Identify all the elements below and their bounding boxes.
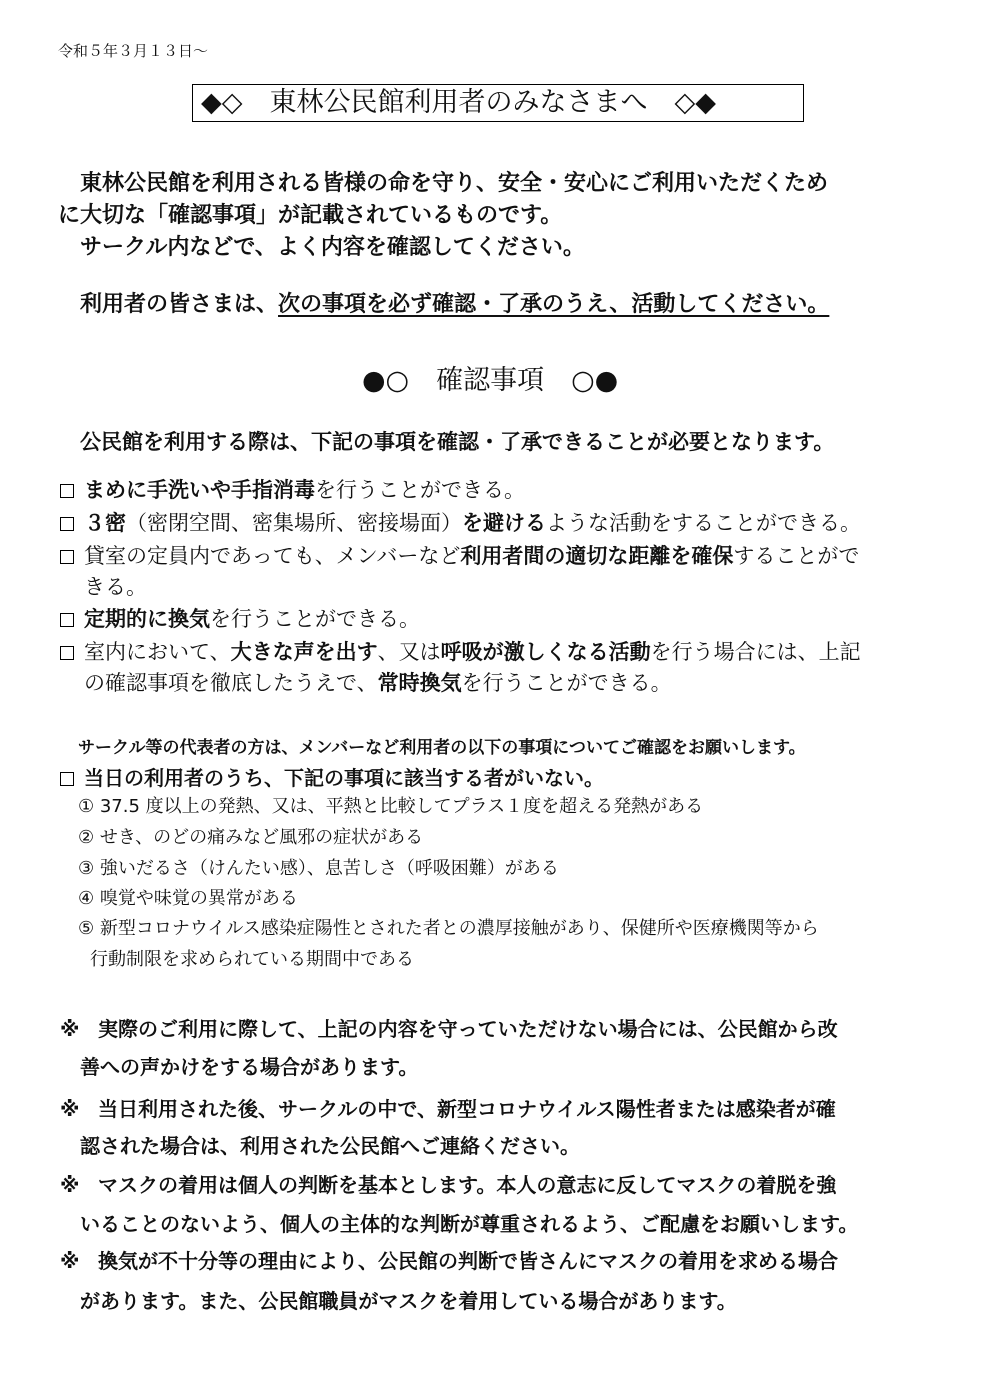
check-item-3-cont: きる。: [84, 575, 147, 599]
symptom-item-5-cont: 行動制限を求められている期間中である: [90, 949, 414, 970]
checkbox-icon: [60, 484, 74, 498]
intro-line-2: に大切な「確認事項」が記載されているものです。: [58, 203, 563, 228]
checkbox-icon: [60, 550, 74, 564]
check-item-1: まめに手洗いや手指消毒を行うことができる。: [60, 474, 525, 504]
intro-line-1: 東林公民館を利用される皆様の命を守り、安全・安心にご利用いただくため: [80, 171, 829, 196]
check-item-5-cont: の確認事項を徹底したうえで、常時換気を行うことができる。: [84, 671, 672, 695]
symptom-item-4: ④ 嗅覚や味覚の異常がある: [78, 888, 298, 909]
symptom-item-1: ① 37.5 度以上の発熱、又は、平熱と比較してプラス１度を超える発熱がある: [78, 796, 704, 817]
checkbox-icon: [60, 517, 74, 531]
checkbox-icon: [60, 613, 74, 627]
checkbox-icon: [60, 772, 74, 786]
symptom-item-5: ⑤ 新型コロナウイルス感染症陽性とされた者との濃厚接触があり、保健所や医療機関等から: [78, 918, 819, 939]
check-item-3: 貸室の定員内であっても、メンバーなど利用者間の適切な距離を確保することがで: [60, 540, 859, 570]
note-3: ※ マスクの着用は個人の判断を基本とします。本人の意志に反してマスクの着脱を強: [60, 1173, 837, 1197]
date-text: 令和５年３月１３日～: [58, 42, 209, 60]
note-mark: ※: [60, 1249, 80, 1273]
lead-text: 公民館を利用する際は、下記の事項を確認・了承できることが必要となります。: [80, 430, 835, 454]
intro-line-3: サークル内などで、よく内容を確認してください。: [80, 235, 585, 260]
intro-line-4-lead: 利用者の皆さまは、: [80, 292, 279, 317]
note-3-cont: いることのないよう、個人の主体的な判断が尊重されるよう、ご配慮をお願いします。: [80, 1212, 859, 1236]
symptom-item-3: ③ 強いだるさ（けんたい感）、息苦しさ（呼吸困難）がある: [78, 858, 559, 879]
check-item-4: 定期的に換気を行うことができる。: [60, 603, 420, 633]
page-title: ◆◇ 東林公民館利用者のみなさまへ ◇◆: [192, 84, 804, 122]
check-item-5: 室内において、大きな声を出す、又は呼吸が激しくなる活動を行う場合には、上記: [60, 636, 861, 666]
intro-line-4: [80, 287, 829, 318]
note-1-cont: 善への声かけをする場合があります。: [80, 1055, 419, 1079]
representative-check: 当日の利用者のうち、下記の事項に該当する者がいない。: [60, 762, 604, 791]
intro-line-4-underlined: 次の事項を必ず確認・了承のうえ、活動してください。: [278, 292, 830, 317]
note-4-cont: があります。また、公民館職員がマスクを着用している場合があります。: [80, 1289, 737, 1313]
check-item-2: ３密（密閉空間、密集場所、密接場面）を避けるような活動をすることができる。: [60, 507, 861, 537]
note-2-cont: 認された場合は、利用された公民館へご連絡ください。: [80, 1134, 580, 1158]
symptom-item-2: ② せき、のどの痛みなど風邪の症状がある: [78, 827, 424, 848]
note-4: ※ 換気が不十分等の理由により、公民館の判断で皆さんにマスクの着用を求める場合: [60, 1249, 838, 1273]
representative-note: サークル等の代表者の方は、メンバーなど利用者の以下の事項についてご確認をお願いします。: [78, 738, 806, 758]
checkbox-icon: [60, 646, 74, 660]
note-mark: ※: [60, 1017, 80, 1041]
note-1: ※ 実際のご利用に際して、上記の内容を守っていただけない場合には、公民館から改: [60, 1017, 838, 1041]
note-2: ※ 当日利用された後、サークルの中で、新型コロナウイルス陽性者または感染者が確: [60, 1097, 836, 1121]
note-mark: ※: [60, 1173, 80, 1197]
note-mark: ※: [60, 1097, 80, 1121]
section-title: ●○ 確認事項 ○●: [362, 365, 619, 396]
